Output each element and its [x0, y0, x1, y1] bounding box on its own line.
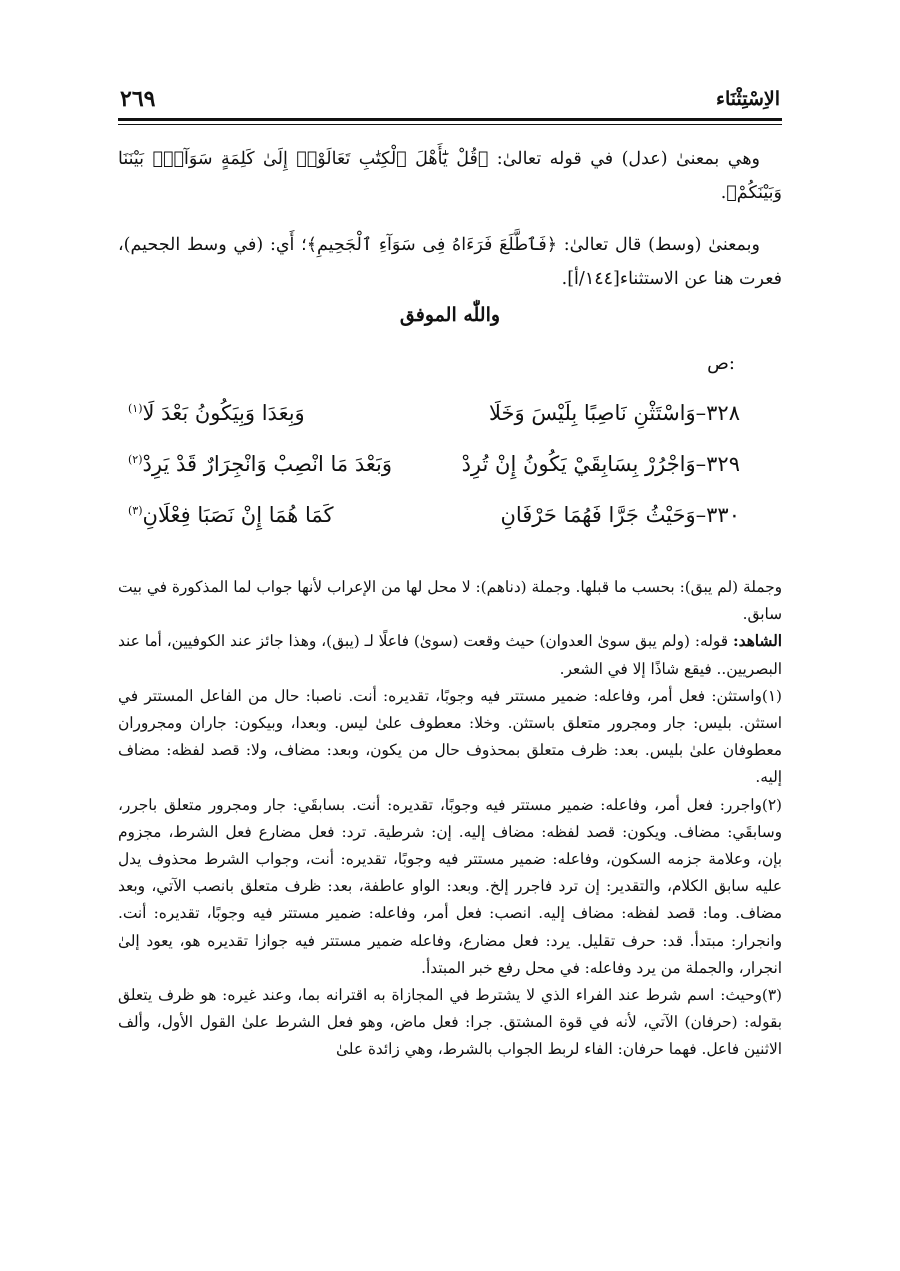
footnote-1: (١)واستثن: فعل أمر، وفاعله: ضمير مستتر فيه وجوبًا، تقديره: أنت. ناصبا: حال من الفاعل المستتر في استثن. بليس: جار ومجرور متعلق باستثن. وخلا: معطوف علىٰ ليس. وبعدا، وبيكون: جاران ومجروران معطوفان علىٰ بليس. بعد: ظرف متعلق بمحذوف حال من يكون، وبعد: مضاف، ولا: قصد لفظه: مضاف إليه.	[118, 686, 782, 787]
footnote-shahid	[118, 628, 782, 682]
closing-phrase: واللّٰه الموفق	[399, 304, 501, 326]
footnote-ref-2: (٢)	[128, 452, 143, 466]
verse-330-hemistich-1: ٣٣٠–وَحَيْثُ جَرَّا فَهُمَا حَرْفَانِ	[500, 502, 740, 527]
verse-330	[118, 489, 782, 540]
footnote-3: (٣)وحيث: اسم شرط عند الفراء الذي لا يشترط في المجازاة به اقترانه بما، وعند غيره: هو ظرف يتعلق بقوله: (حرفان) الآتي، لأنه في قوة المشتق. جرا: فعل ماض، وهو فعل الشرط علىٰ القول الأول، وألف الاثنين فاعل. فهما حرفان: الفاء لربط الجواب بالشرط، وهي زائدة علىٰ	[118, 986, 782, 1059]
verses-block	[118, 387, 782, 540]
verse-328-hemistich-1: ٣٢٨–وَاسْتَثْنِ نَاصِبًا بِلَيْسَ وَخَلَا	[489, 400, 740, 425]
verse-330-hemistich-2	[128, 503, 334, 527]
page-number: ٢٦٩	[120, 86, 156, 112]
verse-329	[118, 438, 782, 489]
paragraph-1	[118, 142, 782, 210]
verse-329-hemistich-1: ٣٢٩–وَاجْرُرْ بِسَابِقَيْ يَكُونُ إِنْ تُرِدْ	[461, 451, 740, 476]
footnote-continuation: وجملة (لم يبق): بحسب ما قبلها. وجملة (دناهم): لا محل لها من الإعراب لأنها جواب لما المذكورة في بيت سابق.	[118, 578, 782, 624]
verse-329-hemistich-2	[128, 452, 392, 476]
paragraph-1-text: وهي بمعنىٰ (عدل) في قوله تعالىٰ: ﴿قُلْ يَٰٓأَهْلَ ٱلْكِتَٰبِ تَعَالَوْا۟ إِلَىٰ كَلِمَةٍ سَوَآءٍۭ بَيْنَنَا وَبَيْنَكُمْ﴾.	[118, 149, 782, 203]
header-rule-thick	[118, 118, 782, 121]
footnote-ref-1: (١)	[128, 401, 143, 415]
running-title: الاِسْتِثْنَاء	[716, 88, 780, 110]
sad-marker: ص:	[707, 353, 735, 374]
footnote-2: (٢)واجرر: فعل أمر، وفاعله: ضمير مستتر فيه وجوبًا، تقديره: أنت. بسابقَي: جار ومجرور متعلق باجرر، وسابقَي: مضاف. ويكون: قصد لفظه: مضاف إليه. إن: شرطية. ترد: فعل مضارع فعل الشرط، مجزوم بإن، وعلامة جزمه السكون، وفاعله: ضمير مستتر فيه وجوبًا، تقديره: أنت، وجواب الشرط محذوف يدل عليه سابق الكلام، والتقدير: إن ترد فاجرر إلخ. وبعد: الواو عاطفة، بعد: ظرف متعلق بانصب الآتي، وبعد مضاف. وما: قصد لفظه: مضاف إليه. انصب: فعل أمر، وفاعله: ضمير مستتر فيه وجوبًا، تقديره: أنت. وانجرار: مبتدأ. قد: حرف تقليل. يرد: فعل مضارع، وفاعله ضمير مستتر فيه جوازا تقديره هو، يعود إلىٰ انجرار، والجملة من يرد وفاعله: في محل رفع خبر المبتدأ.	[118, 795, 782, 977]
page-header	[120, 84, 780, 114]
footnotes	[118, 574, 782, 1064]
verse-328-hemistich-2	[128, 401, 305, 425]
shahid-text: قوله: (ولم يبق سوىٰ العدوان) حيث وقعت (سوىٰ) فاعلًا لـ (يبق)، وهذا جائز عند الكوفيين، أما عند البصريين.. فيقع شاذًا إلا في الشعر.	[118, 632, 782, 678]
header-rule-thin	[118, 124, 782, 125]
verse-328-hemistich-2-text: وَبِعَدَا وَبِيَكُونُ بَعْدَ لَا	[142, 400, 305, 425]
paragraph-2-text: وبمعنىٰ (وسط) قال تعالىٰ: ﴿فَٱطَّلَعَ فَرَءَاهُ فِى سَوَآءِ ٱلْجَحِيمِ﴾؛ أَي: (في وسط الجحيم)، فعرت هنا عن الاستثناء[١٤٤/أ].	[118, 235, 782, 289]
verse-328	[118, 387, 782, 438]
verse-330-hemistich-2-text: كَمَا هُمَا إِنْ نَصَبَا فِعْلَانِ	[142, 502, 334, 527]
shahid-label: الشاهد:	[733, 632, 782, 651]
verse-329-hemistich-2-text: وَبَعْدَ مَا انْصِبْ وَانْجِرَارٌ قَدْ يَرِدْ	[142, 451, 392, 476]
paragraph-2	[118, 228, 782, 296]
footnote-ref-3: (٣)	[128, 503, 143, 517]
